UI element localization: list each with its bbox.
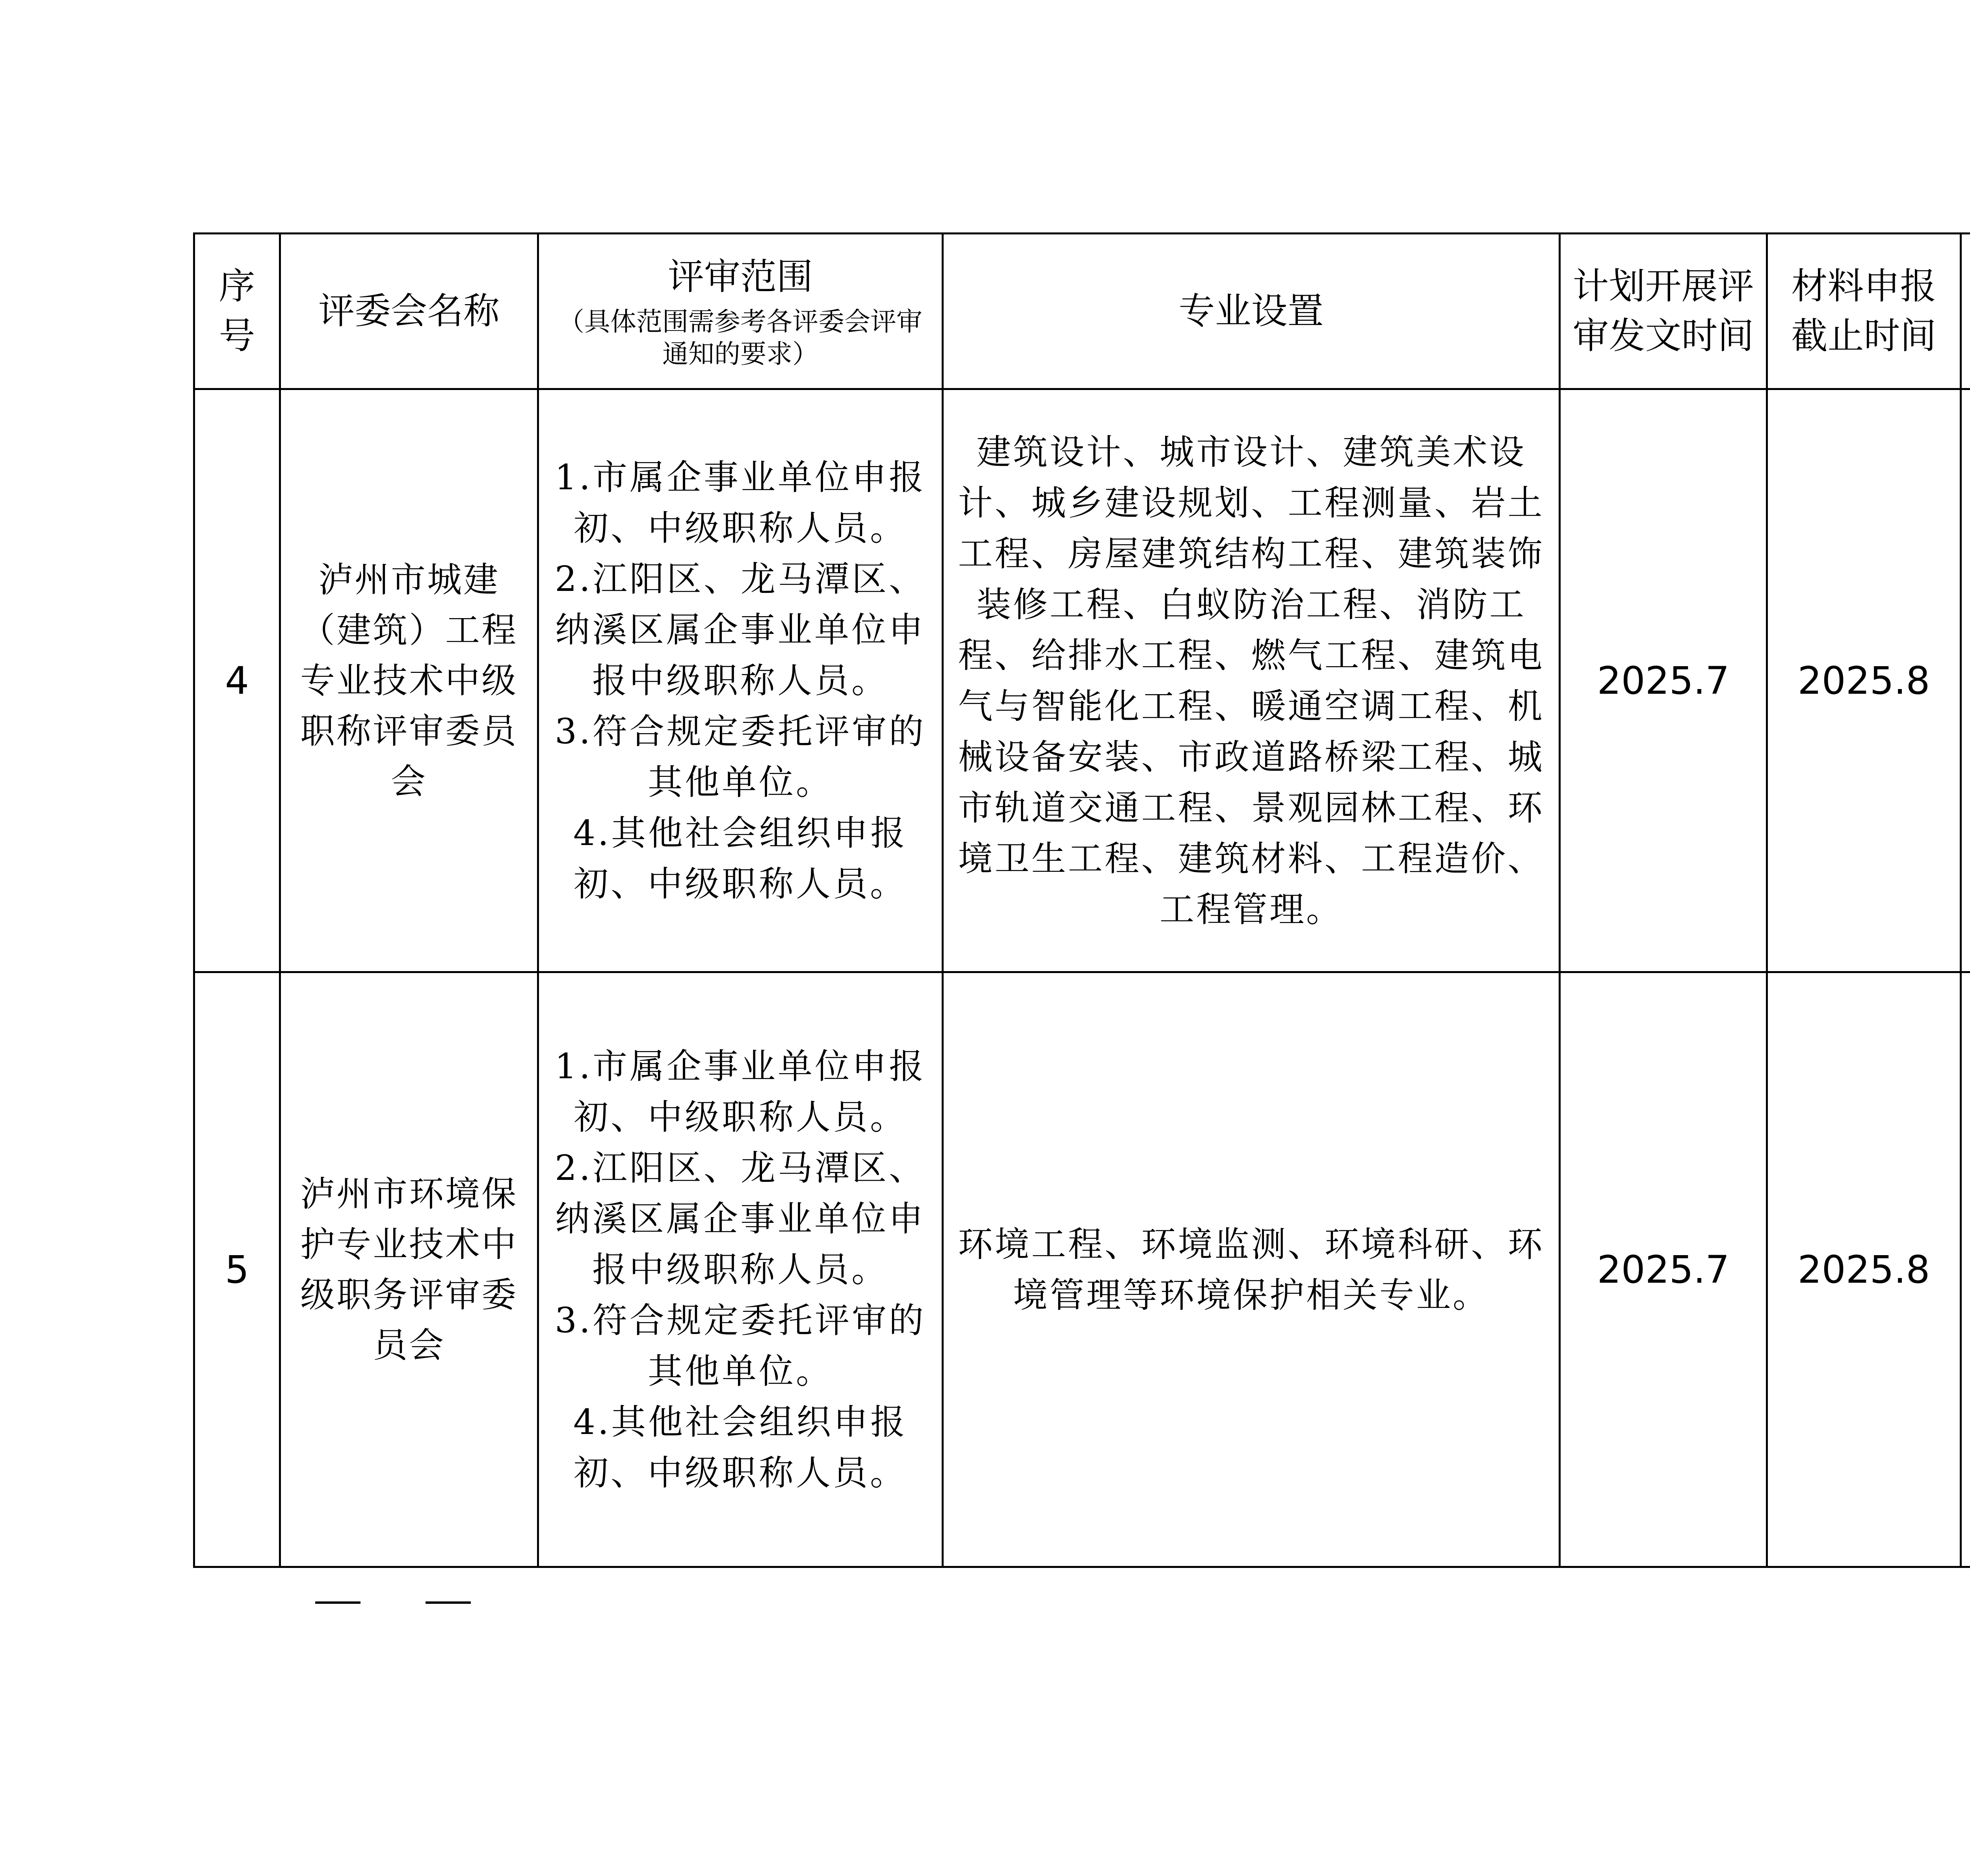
page-number-dash-right xyxy=(426,1601,471,1604)
scope-item: 3.符合规定委托评审的其他单位。 xyxy=(555,1300,926,1391)
header-seq: 序号 xyxy=(194,234,280,389)
table-header-row xyxy=(194,234,1970,389)
cell-majors: 建筑设计、城市设计、建筑美术设计、城乡建设规划、工程测量、岩土工程、房屋建筑结构工程、建筑装饰装修工程、白蚁防治工程、消防工程、给排水工程、燃气工程、建筑电气与智能化工程、暖通空调工程、机械设备安装、市政道路桥梁工程、城市轨道交通工程、景观园林工程、环境卫生工程、建筑材料、工程造价、工程管理。 xyxy=(943,389,1560,972)
header-deadline: 材料申报截止时间 xyxy=(1767,234,1961,389)
scope-item: 1.市属企事业单位申报初、中级职称人员。 xyxy=(555,457,926,548)
header-committee-name: 评委会名称 xyxy=(280,234,538,389)
scope-item: 4.其他社会组织申报初、中级职称人员。 xyxy=(573,1402,907,1493)
cell-committee-name: 泸州市城建（建筑）工程专业技术中级职称评审委员会 xyxy=(280,389,538,972)
header-review-scope xyxy=(538,234,943,389)
cell-plan-date: 2025.7 xyxy=(1560,389,1767,972)
cell-plan-date: 2025.7 xyxy=(1560,972,1767,1567)
cell-review-scope xyxy=(538,972,943,1567)
table-row xyxy=(194,389,1970,972)
page-number-dash-left xyxy=(315,1601,361,1604)
header-review-scope-note: （具体范围需参考各评委会评审通知的要求） xyxy=(558,306,922,369)
cell-seq: 4 xyxy=(194,389,280,972)
scope-item: 2.江阳区、龙马潭区、纳溪区属企事业单位申报中级职称人员。 xyxy=(555,1148,926,1290)
cell-majors: 环境工程、环境监测、环境科研、环境管理等环境保护相关专业。 xyxy=(943,972,1560,1567)
scope-item: 1.市属企事业单位申报初、中级职称人员。 xyxy=(555,1046,926,1137)
header-majors: 专业设置 xyxy=(943,234,1560,389)
cell-seq: 5 xyxy=(194,972,280,1567)
table-row xyxy=(194,972,1970,1567)
cell-deadline: 2025.8 xyxy=(1767,389,1961,972)
scope-item: 4.其他社会组织申报初、中级职称人员。 xyxy=(573,813,907,904)
evaluation-committee-table xyxy=(193,232,1970,1568)
header-plan-date: 计划开展评审发文时间 xyxy=(1560,234,1767,389)
cell-review-date xyxy=(1961,972,1970,1567)
header-review-scope-label: 评审范围 xyxy=(667,256,813,298)
cell-committee-name: 泸州市环境保护专业技术中级职务评审委员会 xyxy=(280,972,538,1567)
cell-review-date xyxy=(1961,389,1970,972)
scope-item: 2.江阳区、龙马潭区、纳溪区属企事业单位申报中级职称人员。 xyxy=(555,559,926,701)
scope-item: 3.符合规定委托评审的其他单位。 xyxy=(555,711,926,802)
header-review-date xyxy=(1961,234,1970,389)
cell-review-scope xyxy=(538,389,943,972)
cell-deadline: 2025.8 xyxy=(1767,972,1961,1567)
